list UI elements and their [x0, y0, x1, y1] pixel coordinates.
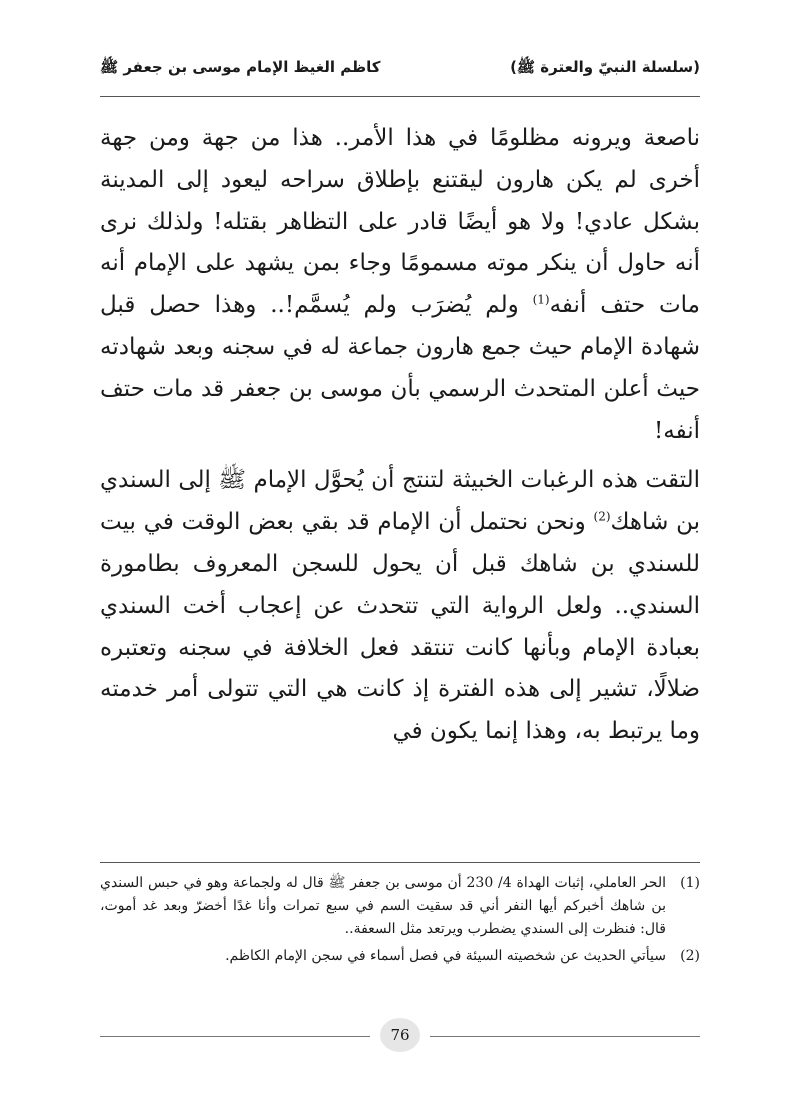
paragraph-2-part-b: ونحن نحتمل أن الإمام قد بقي بعض الوقت في بيت للسندي بن شاهك قبل أن يحول للسجن المعروف بطامورة السندي.. ولعل الرواية التي تتحدث عن إعجاب أخت السندي بعبادة الإمام وبأنها كانت تنتقد فعل الخلافة في سجنه وتعتبره ضلالًا، تشير إلى هذه الفترة إذ كانت هي التي تتولى أمر خدمته وما يرتبط به، وهذا إنما يكون في — [100, 509, 700, 745]
footnote-divider — [100, 862, 700, 863]
footnote-ref-2: (2) — [593, 509, 611, 524]
footnote-number: (1) — [680, 875, 700, 891]
page-number: 76 — [380, 1018, 420, 1052]
page-footer — [100, 1018, 700, 1054]
footnotes — [100, 872, 700, 968]
main-text — [100, 118, 700, 753]
footnote-number: (2) — [680, 948, 700, 964]
paragraph-1-part-a: ناصعة ويرونه مظلومًا في هذا الأمر.. هذا من جهة ومن جهة أخرى لم يكن هارون ليقتنع بإطلاق سراحه ليعود إلى المدينة بشكل عادي! ولا هو أيضًا قادر على التظاهر بقتله! ولذلك نرى أنه حاول أن ينكر موته مسمومًا وجاء بمن يشهد على الإمام أنه مات حتف أنفه — [100, 125, 700, 319]
paragraph-2 — [100, 460, 700, 753]
running-header — [100, 58, 700, 90]
paragraph-2-part-a: التقت هذه الرغبات الخبيثة لتنتج أن يُحوَّل الإمام ﷺ إلى السندي بن شاهك — [100, 467, 700, 536]
footer-line-right — [430, 1036, 700, 1037]
footnote-ref-1: (1) — [532, 292, 550, 307]
footnote-text: الحر العاملي، إثبات الهداة 4/ 230 أن موسى بن جعفر ﷺ قال له ولجماعة وهو في حبس السندي بن شاهك أخبركم أيها النفر أني قد سقيت السم في سبع تمرات وأنا غدًا أخضرّ وبعد غد أموت، قال: فنظرت إلى السندي يضطرب ويرتعد مثل السعفة.. — [100, 875, 666, 937]
footnote-text: سيأتي الحديث عن شخصيته السيئة في فصل أسماء في سجن الإمام الكاظم. — [225, 948, 666, 964]
paragraph-1 — [100, 118, 700, 452]
footnote-2 — [100, 945, 700, 968]
header-divider — [100, 96, 700, 97]
footnote-1 — [100, 872, 700, 941]
series-title: (سلسلة النبيّ والعترة ﷺ) — [510, 58, 700, 76]
book-title: كاظم الغيظ الإمام موسى بن جعفر ﷺ — [100, 58, 381, 76]
footer-line-left — [100, 1036, 370, 1037]
paragraph-1-part-b: ولم يُضرَب ولم يُسمَّم!.. وهذا حصل قبل شهادة الإمام حيث جمع هارون جماعة له في سجنه وبعد شهادته حيث أعلن المتحدث الرسمي بأن موسى بن جعفر قد مات حتف أنفه! — [100, 292, 700, 444]
